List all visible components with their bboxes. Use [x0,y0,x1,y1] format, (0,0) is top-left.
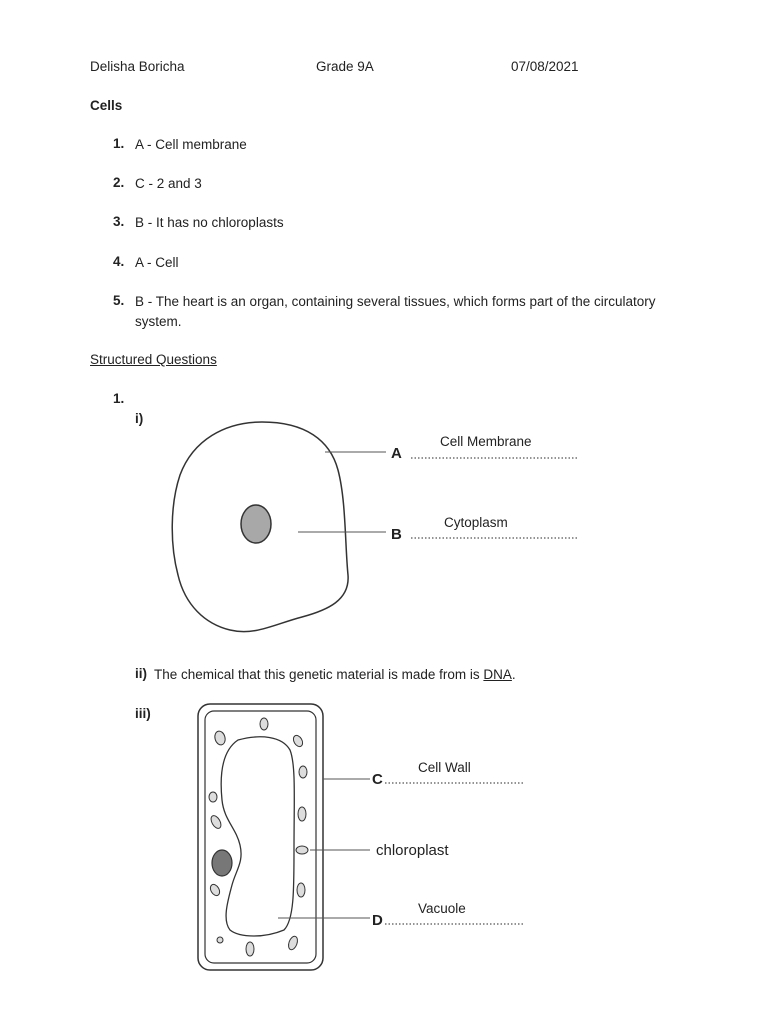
label-d: D [372,912,383,929]
chloroplast-label: chloroplast [376,842,449,859]
mcq-number: 2. [113,175,125,190]
part-iii-label: iii) [135,706,151,721]
mcq-answer: A - Cell [135,255,179,270]
question-number: 1. [113,391,125,406]
answer-d: Vacuole [418,901,466,916]
section-title: Cells [90,98,123,113]
part-ii-text: The chemical that this genetic material is made from is [154,667,484,682]
label-b: B [391,526,402,543]
student-name: Delisha Boricha [90,59,185,74]
label-c: C [372,771,383,788]
part-i-label: i) [135,411,144,426]
part-ii-answer: DNA [483,667,512,682]
date: 07/08/2021 [511,59,579,74]
part-ii-label: ii) [135,666,147,681]
nucleus-shape [212,850,232,876]
mcq-answer: B - It has no chloroplasts [135,215,284,230]
mcq-answer: B - The heart is an organ, containing several tissues, which forms part of the circulatory system. [135,294,656,329]
vacuole-outline [221,737,294,936]
mcq-answer: A - Cell membrane [135,137,247,152]
chloroplast-shapes [209,718,308,956]
grade: Grade 9A [316,59,374,74]
mcq-answer: C - 2 and 3 [135,176,202,191]
answer-a: Cell Membrane [440,434,532,449]
mcq-number: 5. [113,293,125,308]
mcq-number: 3. [113,214,125,229]
part-ii-end: . [511,667,516,682]
answer-c: Cell Wall [418,760,471,775]
cell-wall-inner [205,711,316,963]
mcq-number: 4. [113,254,125,269]
cell-wall-outer [198,704,323,970]
structured-title: Structured Questions [90,352,217,367]
label-a: A [391,445,402,462]
answer-b: Cytoplasm [444,515,508,530]
mcq-number: 1. [113,136,125,151]
